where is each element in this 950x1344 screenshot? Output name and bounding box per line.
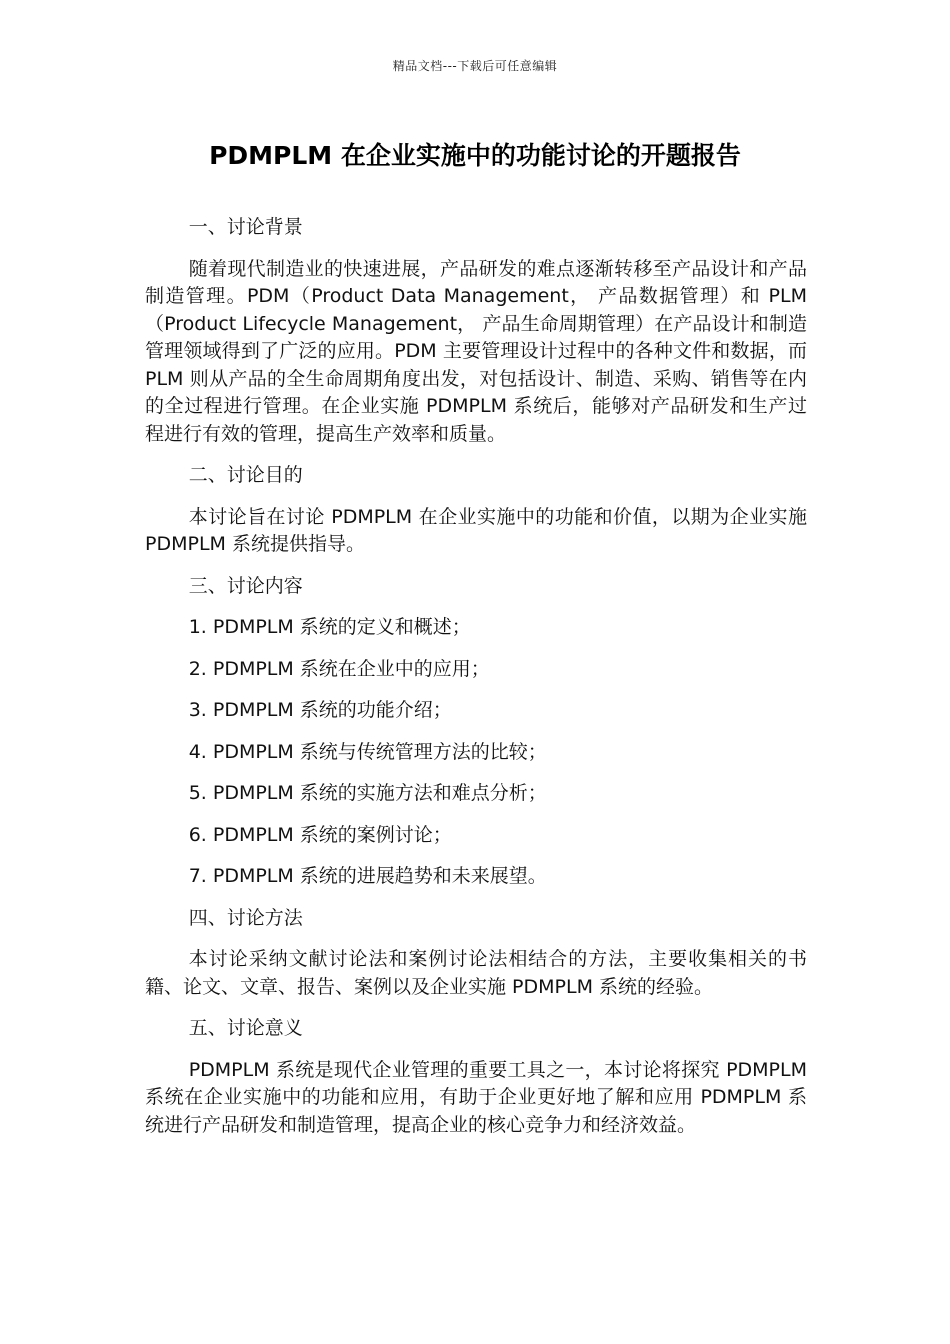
paragraph-significance: PDMPLM 系统是现代企业管理的重要工具之一，本讨论将探究 PDMPLM 系统在企业实施中的功能和应用，有助于企业更好地了解和应用 PDMPLM 系统进行产品研发和制造管理，提高企业的核心竞争力和经济效益。 — [145, 1058, 807, 1136]
list-item: 5. PDMPLM 系统的实施方法和难点分析； — [188, 782, 547, 804]
list-item: 6. PDMPLM 系统的案例讨论； — [188, 823, 452, 846]
paragraph-background: 随着现代制造业的快速进展，产品研发的难点逐渐转移至产品设计和产品制造管理。PDM（Product Data Management， 产品数据管理）和 PLM（Product Lifecycle Management， 产品生命周期管理）在产品设计和制造管理领域得到了广泛的应用。PDM 主要管理设计过程中的各种文件和数据，而 PLM 则从产品的全生命周期角度出发，对包括设计、制造、采购、销售等在内的全过程进行管理。在企业实施 PDMPLM 系统后，能够对产品研发和生产过程进行有效的管理，提高生产效率和质量。 — [145, 257, 807, 445]
list-item: 4. PDMPLM 系统与传统管理方法的比较； — [188, 740, 547, 763]
document-title: PDMPLM 在企业实施中的功能讨论的开题报告 — [209, 141, 741, 170]
list-item: 2. PDMPLM 系统在企业中的应用； — [188, 657, 490, 680]
section-heading-significance: 五、讨论意义 — [188, 1017, 303, 1039]
list-item: 1. PDMPLM 系统的定义和概述； — [188, 616, 471, 638]
section-heading-background: 一、讨论背景 — [188, 216, 303, 238]
list-item: 7. PDMPLM 系统的进展趋势和未来展望。 — [188, 865, 547, 887]
section-heading-purpose: 二、讨论目的 — [188, 464, 303, 486]
section-heading-method: 四、讨论方法 — [188, 906, 303, 929]
list-item: 3. PDMPLM 系统的功能介绍； — [188, 699, 452, 721]
paragraph-method: 本讨论采纳文献讨论法和案例讨论法相结合的方法，主要收集相关的书籍、论文、文章、报告、案例以及企业实施 PDMPLM 系统的经验。 — [145, 948, 807, 998]
section-heading-content: 三、讨论内容 — [188, 574, 303, 597]
paragraph-purpose: 本讨论旨在讨论 PDMPLM 在企业实施中的功能和价值，以期为企业实施 PDMPLM 系统提供指导。 — [145, 505, 807, 555]
document-body — [145, 214, 807, 1153]
header-watermark: 精品文档---下载后可任意编辑 — [392, 59, 558, 73]
